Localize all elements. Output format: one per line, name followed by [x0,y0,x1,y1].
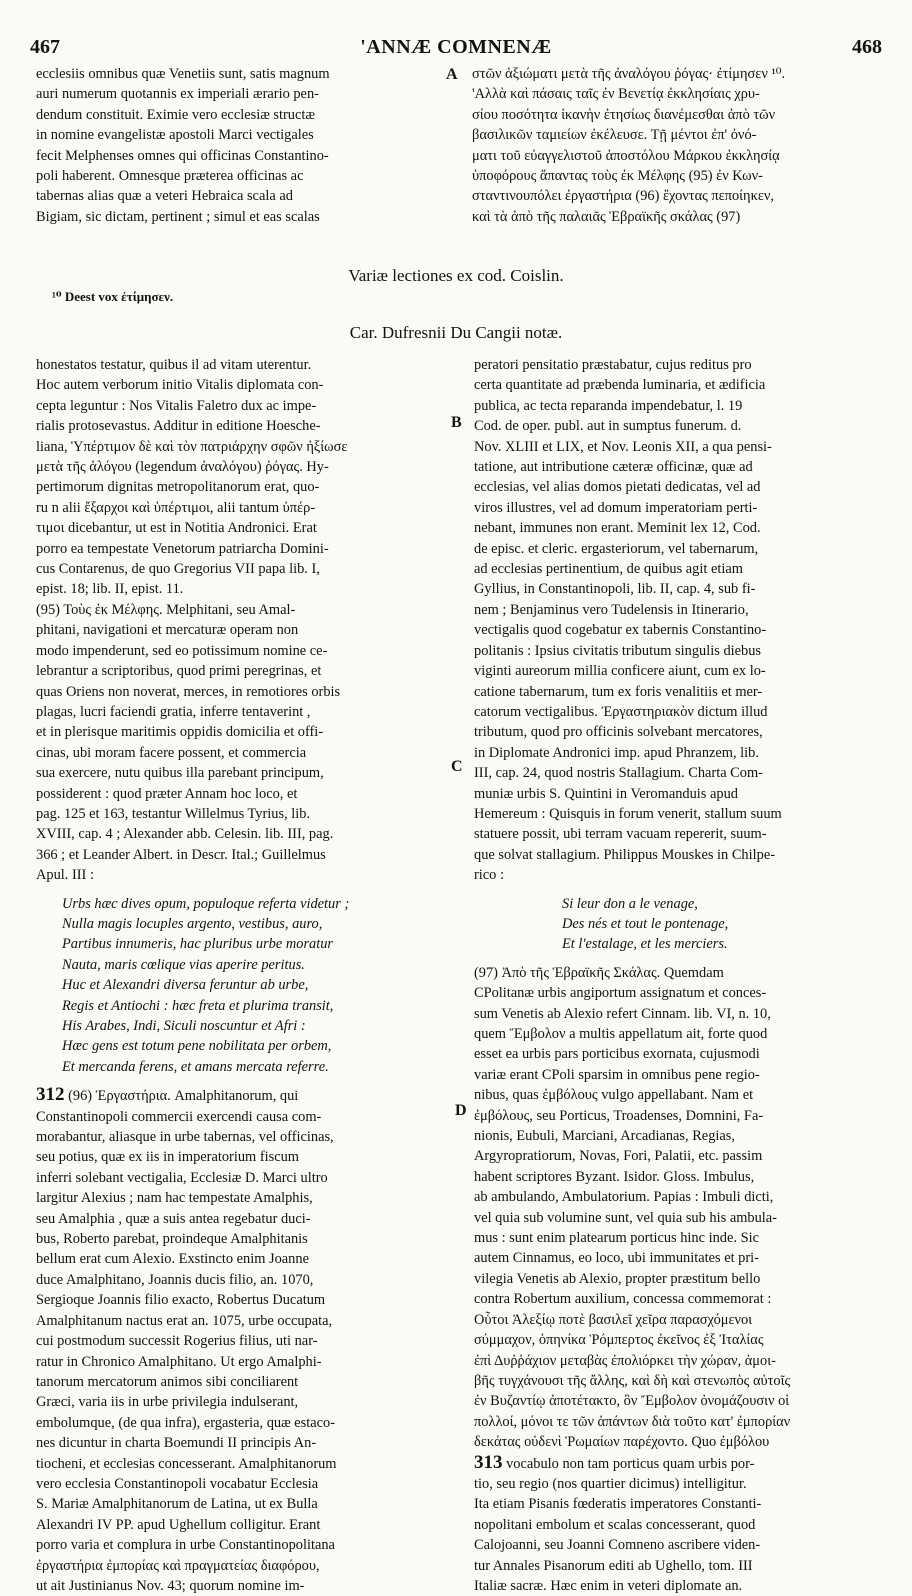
text-line: pertimorum dignitas metropolitanorum erat, quo- [36,479,320,496]
text-line: ecclesias, vel alias domos pietati dedicatas, vel ad [474,479,761,496]
text-line: rico : [474,867,504,884]
text-line: ἐπὶ Δυῤῥάχιον μεταβὰς ἐπολιόρκει τὴν χώραν, ἀμοι- [474,1352,776,1369]
text-line: vel quia sub volumine sunt, vel quia sub his ambula- [474,1209,777,1226]
verse-line: Hæc gens est totum pene nobilitata per orbem, [62,1038,332,1055]
text-line: ratur in Chronico Amalphitano. Ut ergo Amalphi- [36,1353,322,1370]
text-line: honestatos testatur, quibus il ad vitam uterentur. [36,357,312,373]
verse-line: Partibus innumeris, hac pluribus urbe moratur [62,936,334,953]
text-line: seu Amalphia , quæ a suis antea regebatur duci- [36,1210,311,1227]
text-line: certa quantitate ad præbenda luminaria, et ædificia [474,377,766,394]
text-line: largitur Alexius ; nam hac tempestate Amalphis, [36,1190,313,1207]
text-line: rialis protosevastus. Additur in editione Hoesche- [36,418,321,435]
text-line: tur Annales Pisanorum editi ab Ughello, tom. III [474,1557,753,1574]
text-line: 366 ; et Leander Albert. in Descr. Ital.; Guillelmus [36,846,326,863]
latin-text-top [36,64,438,227]
text-line: bellum erat cum Alexio. Exstincto enim Joanne [36,1251,309,1268]
text-line: ecclesiis omnibus quæ Venetiis sunt, satis magnum [36,66,330,82]
text-line: esset ea urbis pars porticibus exornata, cujusmodi [474,1046,760,1063]
text-line: Amalphitanum nactus erat an. 1075, urbe occupata, [36,1312,333,1329]
text-line: sum Venetis ab Alexio refert Cinnam. lib. VI, n. 10, [474,1005,771,1022]
text-line: Hoc autem verborum initio Vitalis diplomata con- [36,377,324,394]
verse-line: Nauta, maris cœlique vias aperire peritus. [62,956,305,973]
text-line: tio, seu regio (nos quartier dicimus) intelligitur. [474,1475,747,1492]
verse-line: Et l'estalage, et les merciers. [562,936,728,953]
text-line: CPolitanæ urbis angiportum assignatum et conces- [474,985,767,1002]
text-line: variæ erant CPoli sparsim in omnibus pene regio- [474,1066,760,1083]
text-line: Græci, varia iis in urbe privilegia indulserant, [36,1394,299,1411]
text-line: ru n alii ἔξαρχοι καὶ ὑπέρτιμοι, alii tantum ὑπέρ- [36,499,316,516]
greek-text-top [472,64,880,227]
text-line: auri numerum quotannis ex imperiali ærario pen- [36,86,319,103]
page-number-right: 468 [852,36,882,58]
text-line: vilegia Venetis ab Alexio, propter præstitum bello [474,1270,761,1287]
text-line: habent scriptores Byzant. Isidor. Gloss. Imbulus, [474,1168,755,1185]
text-line: Apul. III : [36,867,94,884]
text-line: ut ait Justinianus Nov. 43; quorum nomine im- [36,1577,305,1594]
text-line: politanis : Ipsius civitatis tributum singulis diebus [474,642,762,659]
text-line: autem Cinnamus, eo loco, ubi immunitates et pri- [474,1250,759,1267]
text-line: Argyropratiorum, Novas, Fori, Palatii, etc. passim [474,1148,763,1165]
running-title: 'ANNÆ COMNENÆ [360,36,552,58]
margin-marker-c: C [451,758,463,775]
text-line: Hemereum : Quisquis in forum venerit, stallum suum [474,805,782,822]
text-line: ματι τοῦ εὐαγγελιστοῦ ἀποστόλου Μάρκου ἐκκλησίᾳ [472,147,780,164]
text-line: sua exercere, nutu quibus illa parebant principum, [36,765,324,782]
text-line: Italiæ sacræ. Hæc enim in veteri diplomate an. [474,1577,743,1594]
text-line: modo impenderunt, sed eo potissimum nomine ce- [36,642,328,659]
text-line: viros illustres, vel ad domum imperatoriam perti- [474,499,758,516]
text-line: Sergioque Joannis filio exacto, Robertus Ducatum [36,1292,326,1309]
text-line: ad ecclesias pertinentium, de quibus agit etiam [474,561,743,578]
margin-marker-d: D [455,1102,467,1119]
text-line: tiocheni, et ecclesias concesserant. Amalphitanorum [36,1455,337,1472]
text-line: vero ecclesia Constantinopoli vocabatur Ecclesia [36,1475,319,1492]
text-line: τιμοι dicebantur, ut est in Notitia Andronici. Erat [36,520,317,537]
text-line: et in plerisque maritimis oppidis domicilia et offi- [36,724,324,741]
text-line: δεκάτας οὐδενὶ Ῥωμαίων παρέχοντο. Quo ἐμβόλου [474,1434,770,1451]
text-line: inferri solebant vectigalia, Ecclesiæ D. Marci ultro [36,1169,328,1186]
text-line: Nov. XLIII et LIX, et Nov. Leonis XII, a qua pensi- [474,438,772,455]
text-line: de episc. et cleric. ergasteriorum, vel tabernarum, [474,540,759,557]
text-line: nionis, Eubuli, Marciani, Arcadianas, Regias, [474,1128,735,1145]
text-line: Constantinopoli commercii exercendi causa com- [36,1108,322,1125]
verse-line: Et mercanda ferens, et amans mercata referre. [62,1058,329,1075]
text-line: βῆς τυγχάνουσι τῆς ἄλλης, καὶ δὴ καὶ στενωπὸς αὐτοῖς [474,1372,791,1389]
text-line: ab ambulando, Ambulatorium. Papias : Imbuli dicti, [474,1189,774,1206]
text-line: Οὗτοι Ἀλεξίῳ ποτὲ βασιλεῖ χεῖρα παρασχόμενοι [474,1311,753,1328]
text-line: ἐμβόλους, seu Porticus, Troadenses, Domnini, Fa- [474,1107,764,1124]
text-line: πολλοί, μόνοι τε τῶν ἁπάντων διὰ τοῦτο κατ' ἐμπορίαν [474,1413,791,1430]
column-number: 312 [36,1084,65,1106]
text-line: ὑποφόρους ἅπαντας τοὺς ἐκ Μέλφης (95) ἐν Κων- [472,168,763,185]
text-line: Cod. de oper. publ. aut in sumptus funerum. d. [474,418,742,435]
notes-heading: Car. Dufresnii Du Cangii notæ. [349,323,563,342]
text-line: phitani, navigationi et mercaturæ operam non [36,622,299,639]
margin-marker-a: A [446,66,458,83]
text-line: (95) Τοὺς ἐκ Μέλφης. Melphitani, seu Amal- [36,601,296,618]
text-line: καὶ τὰ ἀπὸ τῆς παλαιᾶς Ἑβραϊκῆς σκάλας (97) [472,208,741,225]
text-line: publica, ac tecta reparanda impendebatur, l. 19 [474,397,743,414]
text-line: contra Robertum auxilium, concessa commemorat : [474,1291,772,1308]
notes-right-column [474,355,880,1596]
text-line-body: (96) Ἐργαστήρια. Amalphitanorum, qui [68,1088,299,1105]
text-line: σίου ποσότητα ἱκανὴν ἐτησίως διανέμεσθαι ἀπὸ τῶν [472,106,776,123]
text-line: σταντινουπόλει ἐργαστήρια (96) ἔχοντας πεποίηκεν, [472,188,774,205]
text-line: XVIII, cap. 4 ; Alexander abb. Celesin. lib. III, pag. [36,826,334,843]
text-line: Calojoanni, seu Joanni Comneno ascribere viden- [474,1537,761,1554]
notes-left-column [36,355,446,1596]
text-line: Ita etiam Pisanis fœderatis imperatores Constanti- [474,1496,762,1513]
text-line-body: vocabulo non tam porticus quam urbis por- [506,1455,755,1472]
text-line: nebant, immunes non erant. Meminit lex 12, Cod. [474,520,761,537]
text-line: que solvat stallagium. Philippus Mouskes in Chilpe- [474,846,775,863]
text-line: fecit Melphenses omnes qui officinas Constantino- [36,147,329,164]
text-line: porro varia et complura in urbe Constantinopolitana [36,1537,335,1554]
text-line: Alexandri IV PP. apud Ughellum colligitur. Erant [36,1516,321,1533]
text-line: possiderent : quod præter Annam hoc loco, et [36,785,298,802]
verse-line: Si leur don a le venage, [562,895,698,912]
text-line: duce Amalphitano, Joannis ducis filio, an. 1070, [36,1271,314,1288]
text-line: σύμμαχον, ὁπηνίκα Ῥόμπερτος ἐκεῖνος ἐξ Ἰταλίας [474,1332,764,1349]
text-line: tanorum mercatorum animos sibi conciliarent [36,1373,299,1390]
text-line: nopolitani embolum et scalas concesserant, quod [474,1516,756,1533]
page-header [30,36,882,64]
text-line: nibus, quas ἐμβόλους vulgo appellabant. Nam et [474,1087,754,1104]
text-line: III, cap. 24, quod nostris Stallagium. Charta Com- [474,765,763,782]
text-line: seu potius, quæ ex iis in imperatorium fiscum [36,1149,300,1166]
text-line: epist. 18; lib. II, epist. 11. [36,581,184,598]
text-line: βασιλικῶν ταμιείων ἐκέλευσε. Τῇ μέντοι ἐπ' ὀνό- [472,127,757,144]
text-line: liana, Ὑπέρτιμον δὲ καὶ τὸν πατριάρχην σφῶν ἠξίωσε [36,438,348,455]
margin-marker-b: B [451,414,462,431]
text-line: morabantur, aliasque in urbe tabernas, vel officinas, [36,1129,334,1146]
text-line: tributum, quod pro officinis solvebant mercatores, [474,724,763,741]
text-line: mus : sunt enim platearum porticus hinc inde. Sic [474,1230,759,1247]
verse-line: His Arabes, Indi, Siculi noscuntur et Afri : [62,1018,306,1034]
text-line: Gyllius, in Constantinopoli, lib. II, cap. 4, sub fi- [474,581,756,598]
text-line: dendum constituit. Eximie vero ecclesiæ structæ [36,106,315,123]
text-line: cus Contarenus, de quo Gregorius VII papa lib. I, [36,561,320,578]
text-line: porro ea tempestate Venetorum patriarcha Domini- [36,540,329,557]
verse-line: Nulla magis locuples argento, vestibus, auro, [62,915,323,932]
text-line: viginti aureorum millia conficere aiunt, cum ex lo- [474,663,766,680]
text-line: Bigiam, sic dictam, pertinent ; simul et eas scalas [36,208,320,225]
text-line: ἐργαστήρια ἐμπορίας καὶ πραγματείας διαφόρου, [36,1557,320,1574]
text-line: muniæ urbis S. Quintini in Veromanduis apud [474,785,738,802]
text-line [36,1085,446,1106]
text-line: in nomine evangelistæ apostoli Marci vectigales [36,127,314,144]
text-line: poli haberent. Omnesque præterea officinas ac [36,168,304,185]
text-line: catorum vectigalibus. Ἐργαστηριακὸν dictum illud [474,703,768,720]
verse-line: Urbs hæc dives opum, populoque referta videtur ; [62,895,350,912]
verse-line: Huc et Alexandri diversa feruntur ab urbe, [62,977,309,994]
text-line: in Diplomate Andronici imp. apud Phranzem, lib. [474,744,759,761]
column-number: 313 [474,1451,503,1473]
text-line [474,1453,880,1474]
text-line: embolumque, (de qua infra), ergasteria, quæ estaco- [36,1414,336,1431]
text-line: ἐν Βυζαντίῳ ἀποτέτακτο, ὃν Ἔμβολον ὀνομάζουσιν οἱ [474,1393,790,1410]
text-line: μετὰ τῆς ἀλόγου (legendum ἀναλόγου) ῥόγας. Hy- [36,459,329,476]
text-line: cui postmodum successit Rogerius filius, uti nar- [36,1333,318,1350]
text-line: στῶν ἀξιώματι μετὰ τῆς ἀναλόγου ῥόγας· ἐτίμησεν ¹⁰. [472,66,786,82]
verse-line: Regis et Antiochi : hæc freta et plurima transit, [62,997,334,1014]
text-line: bus, Roberto parebat, proindeque Amalphitanis [36,1231,308,1248]
text-line: peratori pensitatio præstabatur, cujus reditus pro [474,357,752,373]
variant-note: ¹⁰ Deest vox ἐτίμησεν. [52,289,174,304]
page-number-left: 467 [30,36,60,58]
text-line: plagas, lucri faciendi gratia, inferre tentaverint , [36,703,311,720]
text-line: cepta leguntur : Nos Vitalis Faletro dux ac impe- [36,397,317,414]
text-line: nes dicuntur in charta Boemundi II principis An- [36,1435,317,1452]
text-line: quem Ἔμβολον a multis appellatum ait, forte quod [474,1026,768,1042]
text-line: 'Αλλὰ καὶ πάσαις ταῖς ἐν Βενετίᾳ ἐκκλησίαις χρυ- [472,86,760,103]
text-line: tatione, aut intributione cæteræ officinæ, quæ ad [474,459,753,476]
text-line: quas Oriens non noverat, merces, in remotiores orbis [36,683,341,700]
text-line: catione tabernarum, tum ex foris venalitiis et mer- [474,683,763,700]
text-line: nem ; Benjaminus vero Tudelensis in Itinerario, [474,601,749,618]
text-line: statuere possit, ubi terram vacuam repererit, suum- [474,826,767,843]
text-line: lebrantur a scriptoribus, quod primi peregrinas, et [36,663,322,680]
text-line: vectigalis quod cogebatur ex tabernis Constantino- [474,622,767,639]
verse-line: Des nés et tout le pontenage, [562,915,729,932]
text-line: S. Mariæ Amalphitanorum de Latina, ut ex Bulla [36,1496,318,1513]
variae-lectiones-heading: Variæ lectiones ex cod. Coislin. [348,266,564,285]
text-line: tabernas alias quæ a veteri Hebraica scala ad [36,188,293,205]
text-line: cinas, ubi moram facere possent, et commercia [36,744,307,761]
text-line: (97) Ἀπὸ τῆς Ἑβραϊκῆς Σκάλας. Quemdam [474,964,724,981]
text-line: pag. 125 et 163, testantur Willelmus Tyrius, lib. [36,805,311,822]
